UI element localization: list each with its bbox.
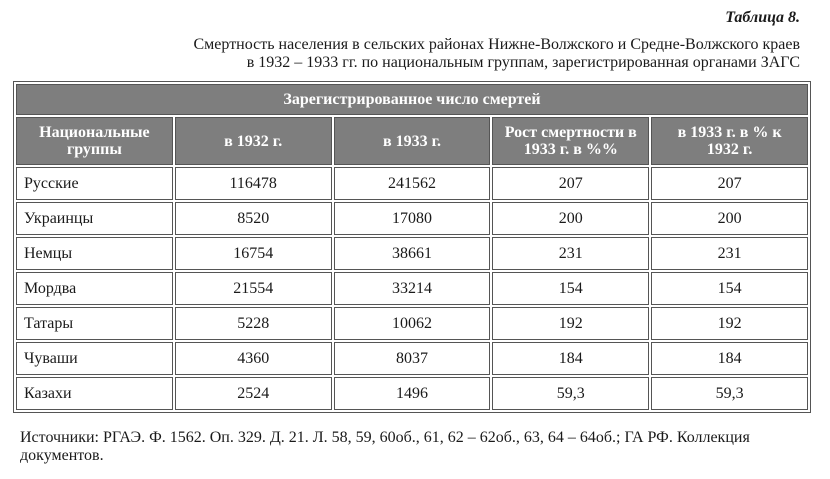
- column-header-growth: Рост смертности в 1933 г. в %%: [492, 117, 649, 165]
- cell-1932: 116478: [175, 167, 332, 200]
- cell-group: Чуваши: [16, 342, 173, 375]
- cell-growth: 192: [492, 307, 649, 340]
- cell-percent: 154: [651, 272, 808, 305]
- cell-group: Украинцы: [16, 202, 173, 235]
- cell-1933: 33214: [334, 272, 491, 305]
- cell-percent: 59,3: [651, 377, 808, 410]
- cell-1933: 241562: [334, 167, 491, 200]
- cell-group: Татары: [16, 307, 173, 340]
- cell-1933: 10062: [334, 307, 491, 340]
- caption-line-1: Смертность населения в сельских районах Нижне-Волжского и Средне-Волжского краев: [193, 36, 800, 53]
- cell-1932: 21554: [175, 272, 332, 305]
- cell-group: Русские: [16, 167, 173, 200]
- cell-percent: 192: [651, 307, 808, 340]
- caption-line-2: в 1932 – 1933 гг. по национальным группам, зарегистрированная органами ЗАГС: [246, 54, 800, 71]
- cell-group: Мордва: [16, 272, 173, 305]
- cell-percent: 184: [651, 342, 808, 375]
- cell-growth: 207: [492, 167, 649, 200]
- table-row: [16, 237, 808, 270]
- cell-percent: 231: [651, 237, 808, 270]
- cell-1932: 4360: [175, 342, 332, 375]
- column-header-groups: Национальные группы: [16, 117, 173, 165]
- cell-group: Казахи: [16, 377, 173, 410]
- table-row: [16, 272, 808, 305]
- cell-percent: 200: [651, 202, 808, 235]
- table-row: [16, 377, 808, 410]
- table-row: [16, 202, 808, 235]
- table-row: [16, 167, 808, 200]
- cell-growth: 200: [492, 202, 649, 235]
- cell-1933: 8037: [334, 342, 491, 375]
- super-header: Зарегистрированное число смертей: [16, 84, 808, 115]
- table-caption: [194, 36, 801, 72]
- column-header-1932: в 1932 г.: [175, 117, 332, 165]
- cell-1932: 5228: [175, 307, 332, 340]
- mortality-table: [13, 81, 811, 413]
- table-body: [16, 167, 808, 410]
- cell-growth: 59,3: [492, 377, 649, 410]
- source-note: Источники: РГАЭ. Ф. 1562. Оп. 329. Д. 21. Л. 58, 59, 60об., 61, 62 – 62об., 63, 64 – 64об.; ГА РФ. Коллекция документов.: [20, 429, 750, 464]
- table-row: [16, 307, 808, 340]
- cell-growth: 154: [492, 272, 649, 305]
- cell-growth: 184: [492, 342, 649, 375]
- cell-1933: 17080: [334, 202, 491, 235]
- column-header-1933: в 1933 г.: [334, 117, 491, 165]
- cell-growth: 231: [492, 237, 649, 270]
- table-row: [16, 342, 808, 375]
- cell-1932: 8520: [175, 202, 332, 235]
- cell-1932: 16754: [175, 237, 332, 270]
- cell-group: Немцы: [16, 237, 173, 270]
- cell-percent: 207: [651, 167, 808, 200]
- column-header-percent: в 1933 г. в % к 1932 г.: [651, 117, 808, 165]
- cell-1933: 38661: [334, 237, 491, 270]
- table-number: Таблица 8.: [725, 9, 800, 26]
- cell-1933: 1496: [334, 377, 491, 410]
- cell-1932: 2524: [175, 377, 332, 410]
